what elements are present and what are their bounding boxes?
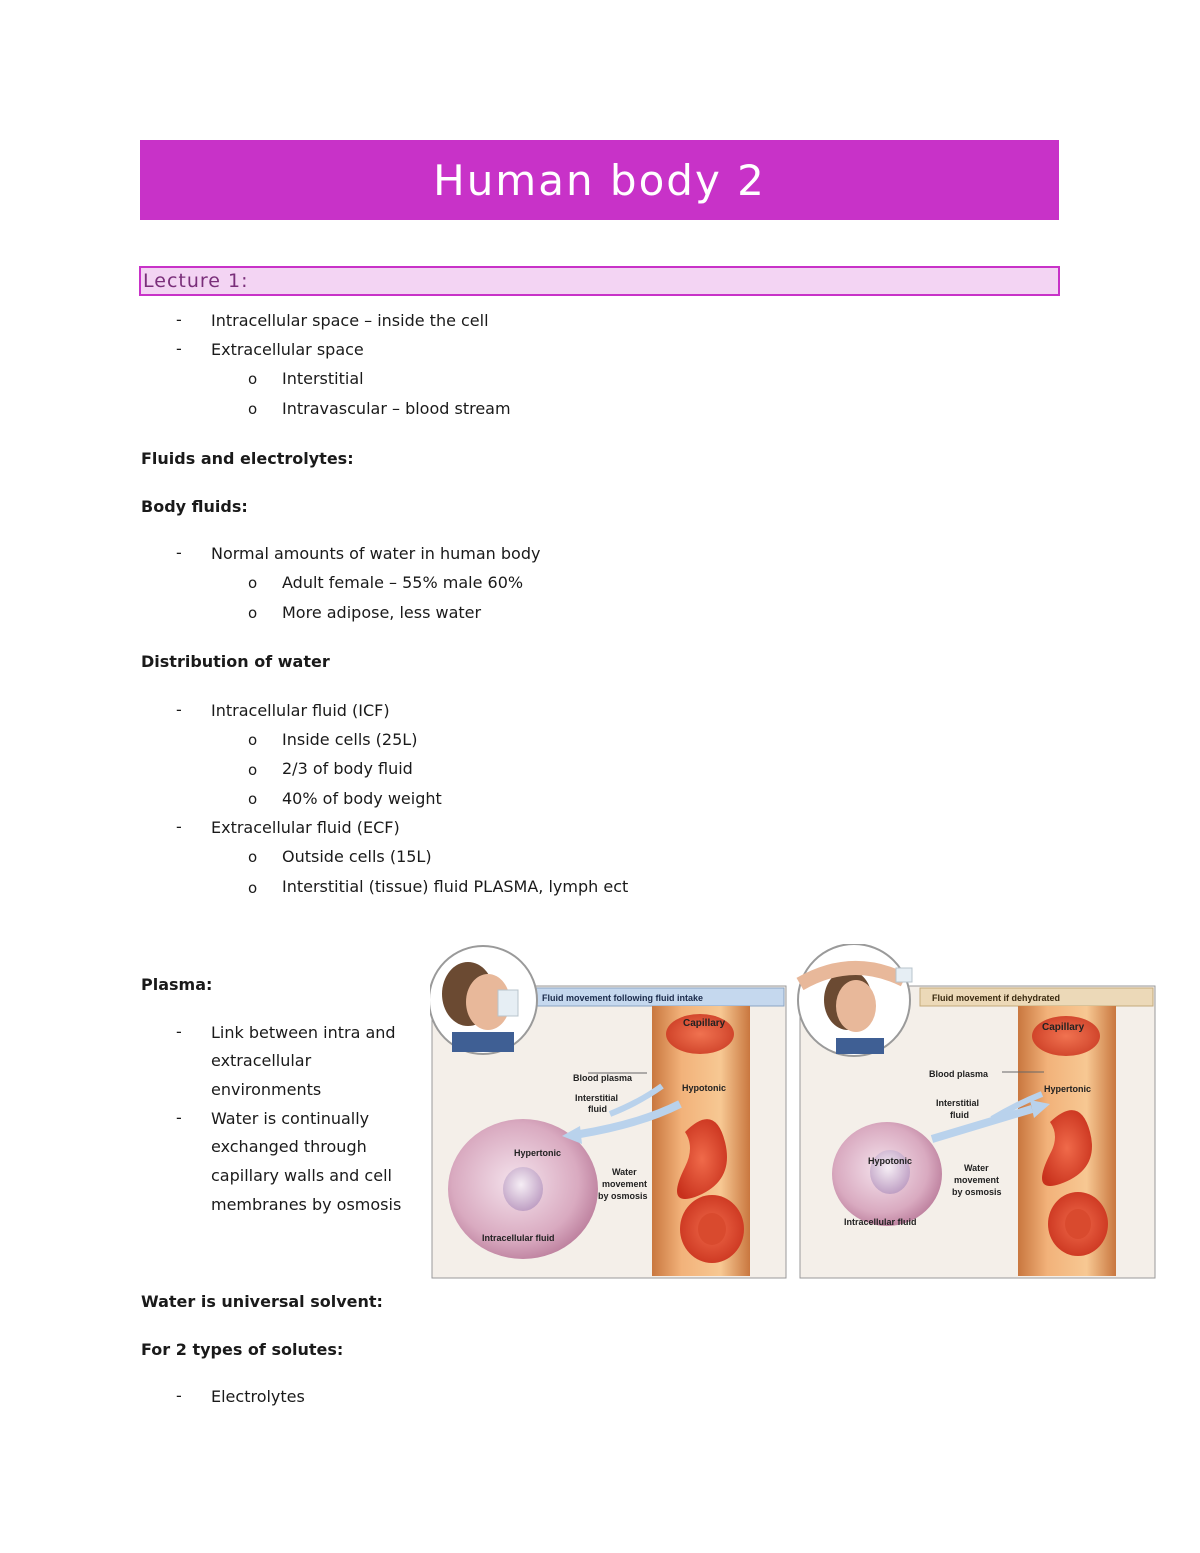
lecture-heading-box	[139, 266, 1060, 296]
list-item: Intracellular space – inside the cell	[211, 311, 489, 330]
fig-label: Capillary	[683, 1018, 726, 1029]
fluid-intake-figure	[430, 944, 788, 1280]
sub-bullet: o	[248, 761, 258, 779]
list-subitem: 40% of body weight	[282, 789, 442, 808]
fig-header-label: Fluid movement if dehydrated	[932, 993, 1061, 1003]
list-item-line: exchanged through	[211, 1137, 367, 1156]
list-subitem: More adipose, less water	[282, 603, 482, 622]
list-subitem: Outside cells (15L)	[282, 847, 432, 866]
shirt-shape	[836, 1038, 884, 1054]
sub-bullet: o	[248, 879, 258, 897]
fig-label: Blood plasma	[573, 1073, 633, 1083]
list-dash: -	[176, 817, 182, 836]
list-item: Electrolytes	[211, 1387, 305, 1406]
sub-bullet: o	[248, 604, 258, 622]
list-subitem: 2/3 of body fluid	[282, 759, 413, 778]
shirt-shape	[452, 1032, 514, 1052]
fig-label: Blood plasma	[929, 1069, 989, 1079]
sub-bullet: o	[248, 848, 258, 866]
fig-label: Hypertonic	[1044, 1084, 1092, 1094]
list-dash: -	[176, 1386, 182, 1405]
list-item-line: membranes by osmosis	[211, 1195, 402, 1214]
fig-label: Intracellular fluid	[844, 1217, 917, 1227]
face-shape	[836, 980, 876, 1032]
document-title: Human body 2	[433, 155, 766, 205]
list-item-line: Link between intra and	[211, 1023, 396, 1042]
fig-header-label: Fluid movement following fluid intake	[542, 993, 704, 1003]
fig-label: Hypotonic	[682, 1083, 726, 1093]
list-item-line: environments	[211, 1080, 322, 1099]
list-dash: -	[176, 1108, 182, 1127]
fig-label: by osmosis	[952, 1187, 1002, 1197]
fig-label: movement	[954, 1175, 1000, 1185]
list-item-line: Water is continually	[211, 1109, 370, 1128]
list-item: Extracellular fluid (ECF)	[211, 818, 400, 837]
section-heading: Plasma:	[141, 975, 213, 994]
list-item: Extracellular space	[211, 340, 364, 359]
section-heading: For 2 types of solutes:	[141, 1340, 344, 1359]
lecture-heading: Lecture 1:	[143, 270, 249, 292]
fig-label: Water	[964, 1163, 989, 1173]
sub-bullet: o	[248, 790, 258, 808]
fig-label: Interstitial	[575, 1093, 619, 1103]
dehydration-figure	[792, 944, 1158, 1280]
fig-label: Hypotonic	[868, 1156, 912, 1166]
fig-label: fluid	[588, 1104, 607, 1114]
list-dash: -	[176, 543, 182, 562]
list-subitem: Interstitial (tissue) fluid PLASMA, lymph ect	[282, 877, 629, 896]
wristband-shape	[896, 968, 912, 982]
sub-bullet: o	[248, 731, 258, 749]
list-item: Intracellular fluid (ICF)	[211, 701, 390, 720]
fig-label: Hypertonic	[514, 1148, 562, 1158]
list-dash: -	[176, 339, 182, 358]
fig-label: movement	[602, 1179, 648, 1189]
sub-bullet: o	[248, 370, 258, 388]
fig-label: Intracellular fluid	[482, 1233, 555, 1243]
list-subitem: Adult female – 55% male 60%	[282, 573, 524, 592]
list-dash: -	[176, 310, 182, 329]
fig-label: Capillary	[1042, 1022, 1085, 1033]
sub-bullet: o	[248, 400, 258, 418]
fig-label: Water	[612, 1167, 637, 1177]
fig-label: fluid	[950, 1110, 969, 1120]
red-blood-cell	[698, 1213, 726, 1245]
list-subitem: Interstitial	[282, 369, 364, 388]
fig-label: Interstitial	[936, 1098, 980, 1108]
section-heading: Water is universal solvent:	[141, 1292, 383, 1311]
list-subitem: Intravascular – blood stream	[282, 399, 511, 418]
list-item-line: extracellular	[211, 1051, 312, 1070]
fig-label: by osmosis	[598, 1191, 648, 1201]
list-item: Normal amounts of water in human body	[211, 544, 541, 563]
list-dash: -	[176, 1022, 182, 1041]
section-heading: Fluids and electrolytes:	[141, 449, 354, 468]
nucleus-shape	[503, 1167, 543, 1211]
list-subitem: Inside cells (25L)	[282, 730, 418, 749]
red-blood-cell	[1065, 1209, 1091, 1239]
sub-bullet: o	[248, 574, 258, 592]
list-item-line: capillary walls and cell	[211, 1166, 392, 1185]
section-heading: Distribution of water	[141, 652, 330, 671]
section-heading: Body fluids:	[141, 497, 248, 516]
title-banner	[140, 140, 1059, 220]
glass-shape	[498, 990, 518, 1016]
list-dash: -	[176, 700, 182, 719]
